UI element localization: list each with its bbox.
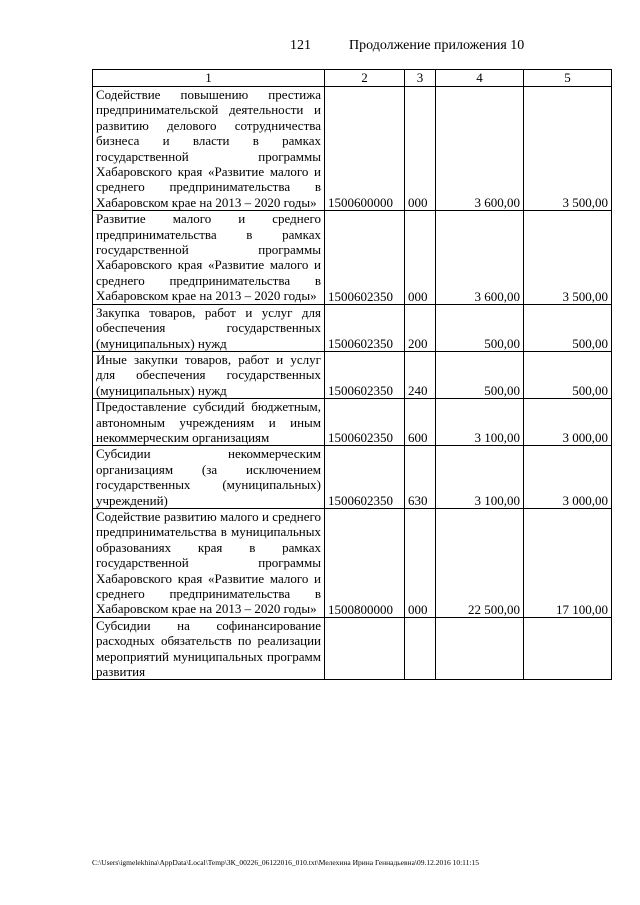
table-row <box>93 399 612 446</box>
row-expense-type: 630 <box>405 446 436 509</box>
row-code: 1500800000 <box>325 508 405 617</box>
row-expense-type: 000 <box>405 508 436 617</box>
row-name: Субсидии некоммерческим организациям (за исключением государственных (муниципальных) учреждений) <box>93 446 325 509</box>
row-expense-type: 000 <box>405 87 436 211</box>
column-header: 3 <box>405 70 436 87</box>
row-name: Содействие повышению престижа предпринимательской деятельности и развитию делового сотрудничества бизнеса и власти в рамках государственной программы Хабаровского края «Развитие малого и среднего предпринимательства в Хабаровском крае на 2013 – 2020 годы» <box>93 87 325 211</box>
row-sum-1: 3 100,00 <box>436 399 524 446</box>
row-code: 1500602350 <box>325 211 405 304</box>
row-code: 1500602350 <box>325 351 405 398</box>
budget-table <box>92 69 612 680</box>
row-code: 1500602350 <box>325 304 405 351</box>
row-sum-1: 500,00 <box>436 351 524 398</box>
footer-file-path: C:\Users\igmelekhina\AppData\Local\Temp\ЗК_00226_06122016_010.txt\Мелехина Ирина Геннадьевна\09.12.2016 10:11:15 <box>92 858 479 867</box>
row-sum-2: 3 000,00 <box>524 446 612 509</box>
row-code: 1500602350 <box>325 399 405 446</box>
table-row <box>93 211 612 304</box>
column-header: 4 <box>436 70 524 87</box>
row-sum-1: 3 100,00 <box>436 446 524 509</box>
table-row <box>93 446 612 509</box>
row-sum-1 <box>436 617 524 680</box>
row-sum-1: 3 600,00 <box>436 87 524 211</box>
page-number: 121 <box>290 38 311 53</box>
column-header: 2 <box>325 70 405 87</box>
row-code <box>325 617 405 680</box>
row-sum-2: 500,00 <box>524 304 612 351</box>
row-expense-type: 000 <box>405 211 436 304</box>
table-row <box>93 508 612 617</box>
row-sum-2: 500,00 <box>524 351 612 398</box>
row-sum-2: 17 100,00 <box>524 508 612 617</box>
row-name: Иные закупки товаров, работ и услуг для обеспечения государственных (муниципальных) нужд <box>93 351 325 398</box>
row-expense-type: 600 <box>405 399 436 446</box>
row-sum-1: 3 600,00 <box>436 211 524 304</box>
table-row <box>93 87 612 211</box>
row-sum-1: 500,00 <box>436 304 524 351</box>
row-expense-type <box>405 617 436 680</box>
row-code: 1500600000 <box>325 87 405 211</box>
row-sum-2: 3 500,00 <box>524 87 612 211</box>
table-row <box>93 617 612 680</box>
row-sum-2: 3 000,00 <box>524 399 612 446</box>
row-name: Субсидии на софинансирование расходных обязательств по реализации мероприятий муниципальных программ развития <box>93 617 325 680</box>
row-sum-2: 3 500,00 <box>524 211 612 304</box>
appendix-label: Продолжение приложения 10 <box>349 38 525 53</box>
table-row <box>93 304 612 351</box>
row-name: Закупка товаров, работ и услуг для обеспечения государственных (муниципальных) нужд <box>93 304 325 351</box>
row-code: 1500602350 <box>325 446 405 509</box>
row-sum-2 <box>524 617 612 680</box>
row-name: Предоставление субсидий бюджетным, автономным учреждениям и иным некоммерческим организациям <box>93 399 325 446</box>
row-sum-1: 22 500,00 <box>436 508 524 617</box>
column-header: 5 <box>524 70 612 87</box>
table-row <box>93 351 612 398</box>
row-name: Содействие развитию малого и среднего предпринимательства в муниципальных образованиях края в рамках государственной программы Хабаровского края «Развитие малого и среднего предпринимательства в Хабаровском крае на 2013 – 2020 годы» <box>93 508 325 617</box>
column-header: 1 <box>93 70 325 87</box>
table-header-row <box>93 70 612 87</box>
row-expense-type: 200 <box>405 304 436 351</box>
row-name: Развитие малого и среднего предпринимательства в рамках государственной программы Хабаровского края «Развитие малого и среднего предпринимательства в Хабаровском крае на 2013 – 2020 годы» <box>93 211 325 304</box>
row-expense-type: 240 <box>405 351 436 398</box>
